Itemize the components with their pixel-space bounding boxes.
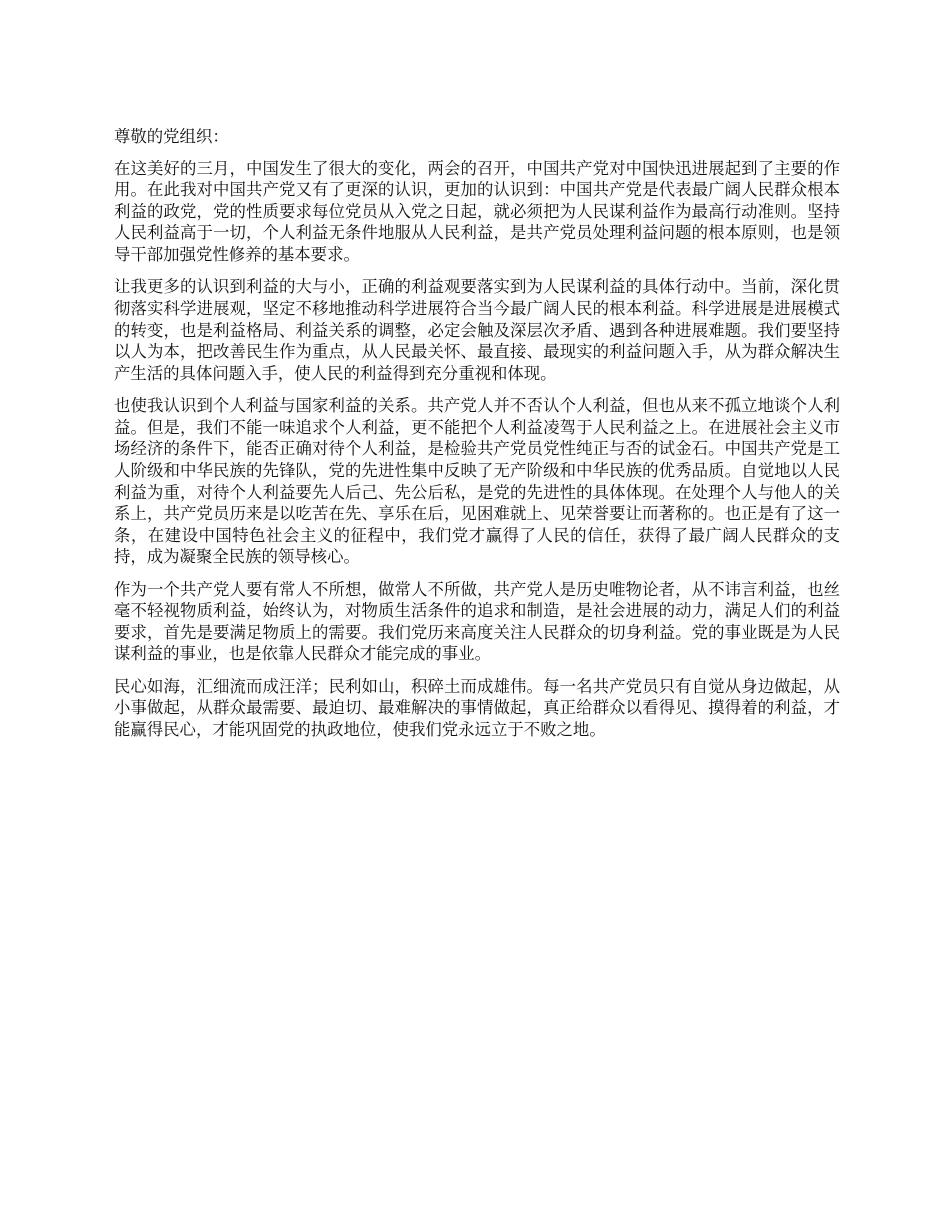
paragraph-5: 民心如海，汇细流而成汪洋；民利如山，积碎土而成雄伟。每一名共产党员只有自觉从身边做起，从小事做起，从群众最需要、最迫切、最难解决的事情做起，真正给群众以看得见、摸得着的利益，才能赢得民心，才能巩固党的执政地位，使我们党永远立于不败之地。 bbox=[114, 676, 840, 740]
paragraph-2: 让我更多的认识到利益的大与小，正确的利益观要落实到为人民谋利益的具体行动中。当前，深化贯彻落实科学进展观，坚定不移地推动科学进展符合当今最广阔人民的根本利益。科学进展是进展模式的转变，也是利益格局、利益关系的调整，必定会触及深层次矛盾、遇到各种进展难题。我们要坚持以人为本，把改善民生作为重点，从人民最关怀、最直接、最现实的利益问题入手，从为群众解决生产生活的具体问题入手，使人民的利益得到充分重视和体现。 bbox=[114, 277, 840, 383]
paragraph-1: 在这美好的三月，中国发生了很大的变化，两会的召开，中国共产党对中国快迅进展起到了主要的作用。在此我对中国共产党又有了更深的认识，更加的认识到：中国共产党是代表最广阔人民群众根本利益的政党，党的性质要求每位党员从入党之日起，就必须把为人民谋利益作为最高行动准则。坚持人民利益高于一切，个人利益无条件地服从人民利益，是共产党员处理利益问题的根本原则，也是领导干部加强党性修养的基本要求。 bbox=[114, 158, 840, 264]
document-body bbox=[114, 126, 840, 741]
paragraph-4: 作为一个共产党人要有常人不所想，做常人不所做，共产党人是历史唯物论者，从不讳言利益，也丝毫不轻视物质利益，始终认为，对物质生活条件的追求和制造，是社会进展的动力，满足人们的利益要求，首先是要满足物质上的需要。我们党历来高度关注人民群众的切身利益。党的事业既是为人民谋利益的事业，也是依靠人民群众才能完成的事业。 bbox=[114, 579, 840, 664]
paragraph-3: 也使我认识到个人利益与国家利益的关系。共产党人并不否认个人利益，但也从来不孤立地谈个人利益。但是，我们不能一味追求个人利益，更不能把个人利益凌驾于人民利益之上。在进展社会主义市场经济的条件下，能否正确对待个人利益，是检验共产党员党性纯正与否的试金石。中国共产党是工人阶级和中华民族的先锋队，党的先进性集中反映了无产阶级和中华民族的优秀品质。自觉地以人民利益为重，对待个人利益要先人后己、先公后私，是党的先进性的具体体现。在处理个人与他人的关系上，共产党员历来是以吃苦在先、享乐在后，见困难就上、见荣誉要让而著称的。也正是有了这一条，在建设中国特色社会主义的征程中，我们党才赢得了人民的信任，获得了最广阔人民群众的支持，成为凝聚全民族的领导核心。 bbox=[114, 396, 840, 567]
salutation: 尊敬的党组织： bbox=[114, 127, 229, 146]
